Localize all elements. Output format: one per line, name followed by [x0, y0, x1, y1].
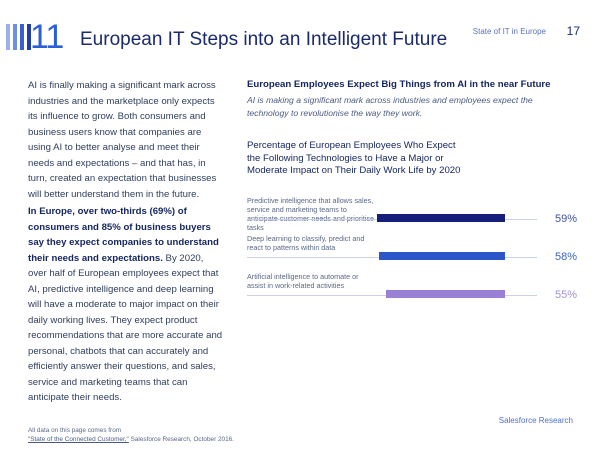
footnote — [28, 426, 234, 444]
source-link[interactable]: "State of the Connected Customer," — [28, 436, 129, 443]
bar-category-label: Predictive intelligence that allows sales, service and marketing teams to tasks — [247, 195, 374, 232]
lead-paragraph — [28, 204, 224, 406]
source-tail: Salesforce Research, October 2016. — [128, 436, 234, 443]
bar — [386, 290, 505, 298]
chapter-accent-bars — [6, 24, 31, 50]
intro-paragraph: AI is finally making a significant mark across industries and the marketplace only expects its influence to grow. Both consumers and business users know that companies are using AI to better analyse and meet their needs and expectations – and that has, in turn, created an expectation that businesses will better understand them in the future. — [28, 80, 217, 200]
bar-chart — [247, 196, 577, 308]
bar-value-label: 59% — [554, 212, 577, 225]
chapter-number: 11 — [30, 18, 64, 56]
chart-title: Percentage of European Employees Who Expect the Following Technologies to Have a Major or Moderate Impact on Their Daily Work Life by 2020 — [247, 140, 461, 176]
bar-row — [247, 234, 577, 270]
bar-value-label: 55% — [554, 288, 577, 301]
section-subheading: AI is making a significant mark across industries and employees expect the technology to revolutionise the way they work. — [247, 95, 533, 118]
page-title: European IT Steps into an Intelligent Future — [80, 29, 448, 50]
accent-bar — [13, 24, 17, 50]
footnote-line: All data on this page comes from — [28, 427, 122, 434]
body-text: By 2020, over half of European employees expect that AI, predictive intelligence and deep learning will have a moderate to major impact on their daily working lives. They expect product recommendations that are more accurate and personal, chatbots that can accurately and efficiently answer their questions, and sales, service and marketing teams that can anticipate their needs. — [28, 252, 223, 403]
left-column — [28, 78, 224, 406]
footer-brand: Salesforce Research — [498, 416, 573, 425]
accent-bar — [6, 24, 10, 50]
bar — [377, 214, 505, 222]
section-heading: European Employees Expect Big Things from AI in the near Future — [247, 79, 551, 90]
running-head: State of IT in Europe — [472, 27, 546, 36]
bar — [379, 252, 505, 260]
bar-value-label: 58% — [554, 250, 577, 263]
bold-lead: In Europe, over two-thirds (69%) of consumers and 85% of business buyers say they expect companies to understand their needs and expectations. — [28, 206, 219, 264]
bar-row — [247, 196, 577, 232]
bar-category-label: Artificial intelligence to automate or assist in work-related activities — [247, 271, 359, 290]
footnote-source — [28, 435, 234, 444]
page-number: 17 — [566, 24, 580, 38]
bar-row — [247, 272, 577, 308]
bar-category-label: Deep learning to classify, predict and react to patterns within data — [247, 233, 365, 252]
accent-bar — [20, 24, 24, 50]
right-column — [247, 79, 577, 310]
